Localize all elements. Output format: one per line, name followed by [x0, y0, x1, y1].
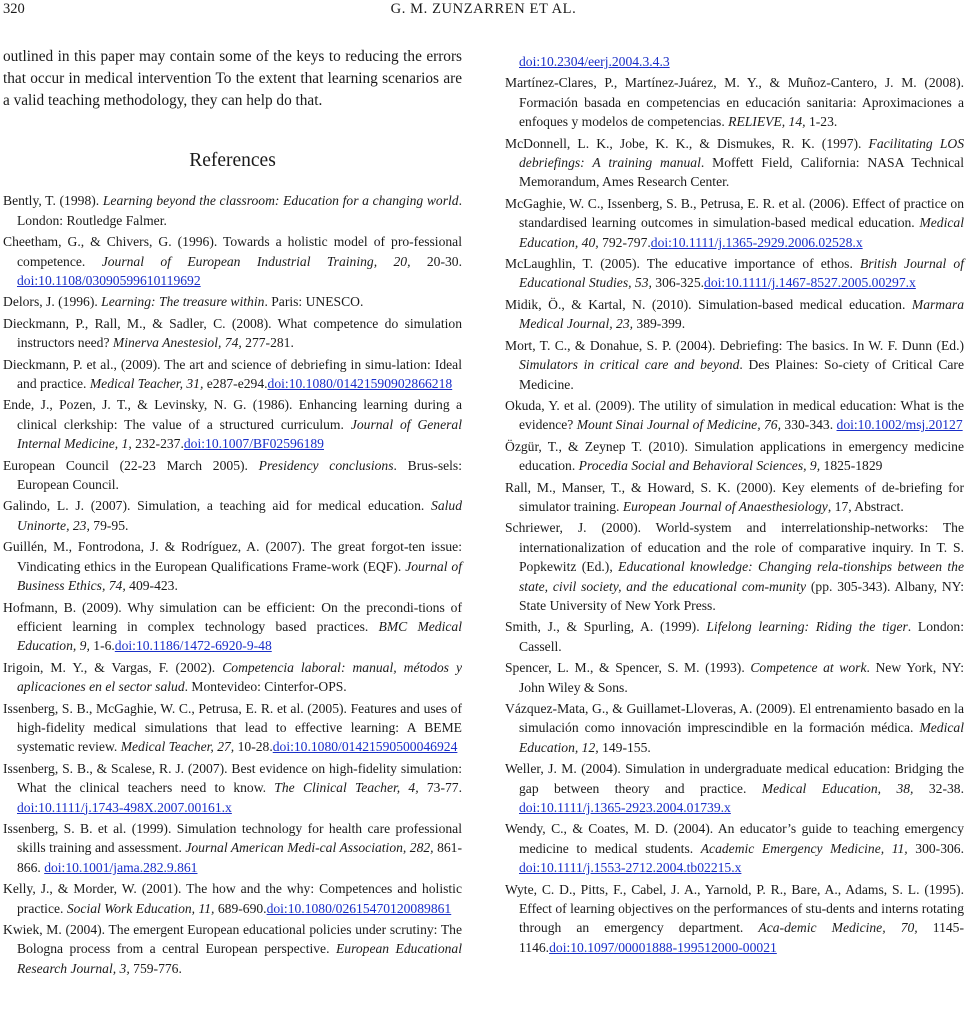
reference-text: 79-95.: [89, 517, 129, 533]
reference-text: Issenberg, S. B. et al. (1999). Simulation technology for health care professional skills training and assessment.: [3, 820, 462, 856]
reference-entry: [3, 879, 462, 918]
reference-text: Mort, T. C., & Donahue, S. P. (2004). Debriefing: The basics. In W. F. Dunn (Ed.): [505, 337, 964, 353]
reference-source-title: British Journal of Educational Studies, 53,: [519, 256, 964, 291]
reference-text: European Council (22-23 March 2005).: [3, 457, 259, 473]
reference-entry: [505, 73, 964, 131]
reference-source-title: Medical Education, 12,: [519, 720, 964, 755]
reference-text: Bently, T. (1998).: [3, 193, 103, 209]
reference-text: . London: Routledge Falmer.: [17, 193, 463, 228]
reference-entry: [505, 336, 964, 394]
reference-text: McDonnell, L. K., Jobe, K. K., & Dismukes, R. K. (1997).: [505, 135, 869, 151]
reference-entry: [3, 292, 462, 311]
reference-source-title: Procedia Social and Behavioral Sciences, 9,: [578, 458, 821, 474]
reference-continuation: [505, 52, 964, 71]
reference-entry: [3, 537, 462, 595]
right-column: [505, 52, 964, 959]
reference-text: e287-e294.: [203, 376, 268, 392]
reference-text: Issenberg, S. B., & Scalese, R. J. (2007). Best evidence on high-fidelity simulation: What the clinical teachers need to know.: [3, 760, 462, 796]
reference-text: 389-399.: [633, 316, 686, 332]
reference-source-title: Marmara Medical Journal, 23,: [519, 296, 964, 332]
reference-text: 861-866.: [17, 840, 462, 875]
reference-text: 1-6.: [89, 638, 115, 654]
reference-text: 10-28.: [234, 739, 273, 755]
doi-link[interactable]: doi:10.1111/j.1553-2712.2004.tb02215.x: [519, 860, 742, 876]
doi-link[interactable]: doi:10.1111/j.1365-2923.2004.01739.x: [519, 800, 731, 816]
reference-text: . Montevideo: Cinterfor-OPS.: [184, 679, 347, 695]
reference-source-title: Medical Teacher, 27,: [120, 739, 235, 755]
reference-text: Kelly, J., & Morder, W. (2001). The how and the why: Competences and holistic practice.: [3, 881, 462, 916]
reference-text: 277-281.: [241, 335, 294, 351]
doi-link[interactable]: doi:10.1080/01421590500046924: [272, 739, 458, 755]
reference-entry: [505, 699, 964, 757]
reference-entry: [505, 880, 964, 958]
reference-source-title: Competencia laboral: manual, métodos y aplicaciones en el sector salud: [17, 659, 462, 695]
reference-text: . London: Cassell.: [519, 619, 964, 654]
reference-source-title: Medical Education, 40,: [519, 215, 964, 250]
reference-text: Spencer, L. M., & Spencer, S. M. (1993).: [505, 660, 751, 676]
reference-text: Hofmann, B. (2009). Why simulation can be efficient: On the precondi-tions of efficient learning in complex technology based practices.: [3, 599, 462, 634]
reference-entry: [505, 658, 964, 697]
reference-source-title: The Clinical Teacher, 4,: [274, 780, 419, 796]
reference-text: Ende, J., Pozen, J. T., & Levinsky, N. G. (1986). Enhancing learning during a clinical clerkship: The value of a structured curriculum.: [3, 397, 462, 432]
reference-text: 32-38.: [913, 780, 964, 796]
reference-text: Vázquez-Mata, G., & Guillamet-Lloveras, A. (2009). El entrenamiento basado en la simulación como innovación imprescindible en la formación médica.: [505, 701, 964, 736]
reference-text: 1-23.: [805, 114, 838, 130]
reference-source-title: European Educational Research Journal, 3,: [17, 941, 462, 976]
reference-entry: [505, 518, 964, 615]
reference-text: . Brus-sels: European Council.: [17, 457, 462, 493]
reference-source-title: Mount Sinai Journal of Medicine, 76,: [576, 417, 781, 433]
reference-text: Weller, J. M. (2004). Simulation in undergraduate medical education: Bridging the gap between theory and practice.: [505, 761, 964, 796]
reference-source-title: Medical Education, 38,: [761, 780, 914, 796]
reference-text: Okuda, Y. et al. (2009). The utility of simulation in medical education: What is the evidence?: [505, 397, 964, 433]
doi-link[interactable]: doi:10.1002/msj.20127: [836, 417, 963, 433]
reference-source-title: Social Work Education, 11,: [66, 900, 215, 916]
reference-entry: [3, 232, 462, 290]
doi-link[interactable]: doi:10.1001/jama.282.9.861: [44, 859, 198, 875]
reference-text: 306-325.: [651, 275, 705, 291]
reference-text: 759-776.: [129, 960, 182, 976]
reference-entry: [505, 396, 964, 435]
reference-source-title: RELIEVE, 14,: [728, 114, 806, 130]
doi-link[interactable]: doi:10.1097/00001888-199512000-00021: [549, 939, 777, 955]
reference-text: 232-237.: [131, 436, 184, 452]
reference-entry: [3, 496, 462, 535]
reference-text: Wendy, C., & Coates, M. D. (2004). An educator’s guide to teaching emergency medicine to medical students.: [505, 821, 964, 856]
reference-text: 20-30.: [410, 253, 462, 269]
reference-source-title: Aca-demic Medicine, 70,: [758, 920, 918, 936]
reference-text: Wyte, C. D., Pitts, F., Cabel, J. A., Yarnold, P. R., Bare, A., Adams, S. L. (1995). Effect of learning objectives on the performances of stu-dents and interns rotating through an emergency department.: [505, 881, 964, 936]
reference-text: 689-690.: [214, 900, 267, 916]
reference-source-title: Presidency conclusions: [258, 457, 394, 473]
reference-source-title: Educational knowledge: Changing rela-tionships between the state, civil society, and the educational com-munity: [519, 559, 965, 594]
doi-link[interactable]: doi:10.1108/03090599610119692: [17, 273, 201, 289]
reference-text: 149-155.: [598, 739, 651, 755]
reference-entry: [505, 295, 964, 334]
reference-source-title: BMC Medical Education, 9,: [17, 618, 462, 654]
reference-text: Smith, J., & Spurling, A. (1999).: [505, 619, 707, 635]
reference-source-title: Learning: The treasure within: [101, 294, 265, 310]
doi-link[interactable]: doi:10.1111/j.1365-2929.2006.02528.x: [650, 234, 863, 250]
reference-entry: [3, 456, 462, 495]
reference-source-title: Simulators in critical care and beyond: [519, 357, 740, 373]
left-column: [3, 46, 462, 980]
references-list-left: [3, 191, 462, 978]
doi-link[interactable]: doi:10.1080/01421590902866218: [267, 376, 453, 392]
reference-text: Delors, J. (1996).: [3, 294, 102, 310]
references-heading: References: [189, 150, 276, 172]
intro-paragraph: outlined in this paper may contain some of the keys to reducing the errors that occur in medical intervention To the extent that learning scenarios are a valid teaching methodology, they can help do that.: [3, 48, 462, 109]
reference-text: Midik, Ö., & Kartal, N. (2010). Simulation-based medical education.: [505, 296, 912, 312]
reference-entry: [3, 314, 462, 353]
reference-text: . Des Plaines: So-ciety of Critical Care Medicine.: [519, 357, 964, 392]
reference-source-title: Journal of Business Ethics, 74,: [17, 558, 463, 594]
reference-source-title: Learning beyond the classroom: Education for a changing world: [102, 193, 459, 209]
reference-text: Irigoin, M. Y., & Vargas, F. (2002).: [3, 659, 223, 675]
reference-entry: [505, 759, 964, 817]
reference-text: Rall, M., Manser, T., & Howard, S. K. (2000). Key elements of de-briefing for simulator training.: [505, 479, 964, 514]
reference-source-title: Minerva Anestesiol, 74,: [112, 335, 242, 351]
reference-entry: [3, 819, 462, 877]
reference-entry: [505, 254, 964, 293]
reference-source-title: Lifelong learning: Riding the tiger: [706, 619, 908, 635]
reference-source-title: Salud Uninorte, 23,: [17, 498, 462, 533]
reference-text: 1825-1829: [820, 458, 883, 474]
reference-entry: [505, 437, 964, 476]
reference-text: Issenberg, S. B., McGaghie, W. C., Petrusa, E. R. et al. (2005). Features and uses of high-fidelity medical simulations that lead to effective learning: A BEME systematic review.: [3, 700, 462, 755]
reference-entry: [3, 658, 462, 697]
reference-text: 1145-1146.: [519, 920, 965, 955]
reference-entry: [505, 617, 964, 656]
reference-entry: [3, 699, 462, 757]
reference-text: Dieckmann, P. et al., (2009). The art and science of debriefing in simu-lation: Ideal and practice.: [3, 356, 462, 392]
reference-source-title: European Journal of Anaesthesiology: [622, 498, 828, 514]
reference-text: Kwiek, M. (2004). The emergent European educational policies under scrutiny: The Bologna process from a central European perspective.: [3, 922, 462, 957]
reference-text: 300-306.: [907, 840, 964, 856]
page-header: [0, 0, 967, 22]
doi-link[interactable]: doi:10.2304/eerj.2004.3.4.3: [519, 54, 670, 69]
reference-source-title: Facilitating LOS debriefings: A training manual: [519, 135, 964, 171]
reference-entry: [3, 759, 462, 817]
reference-text: Schriewer, J. (2000). World-system and interrelationship-networks: The internationalization of education and the role of comparative inquiry. In T. S. Popkewitz (Ed.),: [505, 520, 964, 575]
reference-text: (pp. 305-343). Albany, NY: State University of New York Press.: [519, 578, 964, 613]
doi-link[interactable]: doi:10.1111/j.1467-8527.2005.00297.x: [704, 275, 916, 291]
reference-text: , 17, Abstract.: [827, 498, 904, 514]
reference-source-title: Journal American Medi-cal Association, 282,: [185, 840, 434, 856]
reference-source-title: Journal of European Industrial Training, 20,: [101, 253, 411, 269]
reference-text: . New York, NY: John Wiley & Sons.: [519, 660, 964, 695]
reference-text: Martínez-Clares, P., Martínez-Juárez, M. Y., & Muñoz-Cantero, J. M. (2008). Formación basada en competencias en educación sanitaria: Aproximaciones a enfoques y modelos de competencias.: [505, 75, 964, 130]
reference-entry: [3, 395, 462, 453]
doi-link[interactable]: doi:10.1007/BF02596189: [183, 436, 324, 452]
doi-link[interactable]: doi:10.1111/j.1743-498X.2007.00161.x: [17, 799, 232, 815]
reference-entry: [505, 194, 964, 252]
doi-link[interactable]: doi:10.1186/1472-6920-9-48: [114, 638, 272, 654]
reference-source-title: Journal of General Internal Medicine, 1,: [17, 416, 462, 452]
reference-text: Cheetham, G., & Chivers, G. (1996). Towards a holistic model of pro-fessional competence.: [3, 234, 462, 269]
running-head-authors: G. M. ZUNZARREN ET AL.: [390, 1, 577, 17]
reference-entry: [3, 191, 462, 230]
reference-entry: [3, 598, 462, 656]
reference-text: McLaughlin, T. (2005). The educative importance of ethos.: [505, 256, 860, 272]
reference-entry: [505, 134, 964, 192]
reference-text: 792-797.: [598, 234, 651, 250]
reference-text: Galindo, L. J. (2007). Simulation, a teaching aid for medical education.: [3, 498, 432, 514]
reference-text: McGaghie, W. C., Issenberg, S. B., Petrusa, E. R. et al. (2006). Effect of practice on standardised learning outcomes in simulation-based medical education.: [505, 195, 964, 231]
reference-entry: [3, 355, 462, 394]
reference-entry: [3, 920, 462, 978]
reference-text: 409-423.: [125, 578, 178, 594]
reference-source-title: Medical Teacher, 31,: [89, 376, 204, 392]
reference-entry: [505, 478, 964, 517]
reference-text: Özgür, T., & Zeynep T. (2010). Simulation applications in emergency medicine education.: [505, 438, 964, 474]
reference-source-title: Competence at work: [750, 660, 867, 676]
reference-entry: [505, 819, 964, 877]
reference-text: Dieckmann, P., Rall, M., & Sadler, C. (2008). What competence do simulation instructors need?: [3, 315, 462, 351]
references-list-right: [505, 73, 964, 957]
reference-text: 330-343.: [781, 417, 837, 433]
reference-source-title: Academic Emergency Medicine, 11,: [700, 840, 908, 856]
reference-text: 73-77.: [418, 780, 462, 796]
doi-link[interactable]: doi:10.1080/02615470120089861: [266, 900, 452, 916]
reference-text: . Moffett Field, California: NASA Technical Memorandum, Ames Research Center.: [519, 155, 964, 190]
page-number: 320: [3, 1, 25, 17]
reference-text: Guillén, M., Fontrodona, J. & Rodríguez, A. (2007). The great forgot-ten issue: Vindicating ethics in the European Qualifications Frame-work (EQF).: [3, 539, 462, 574]
reference-text: . Paris: UNESCO.: [264, 294, 364, 310]
